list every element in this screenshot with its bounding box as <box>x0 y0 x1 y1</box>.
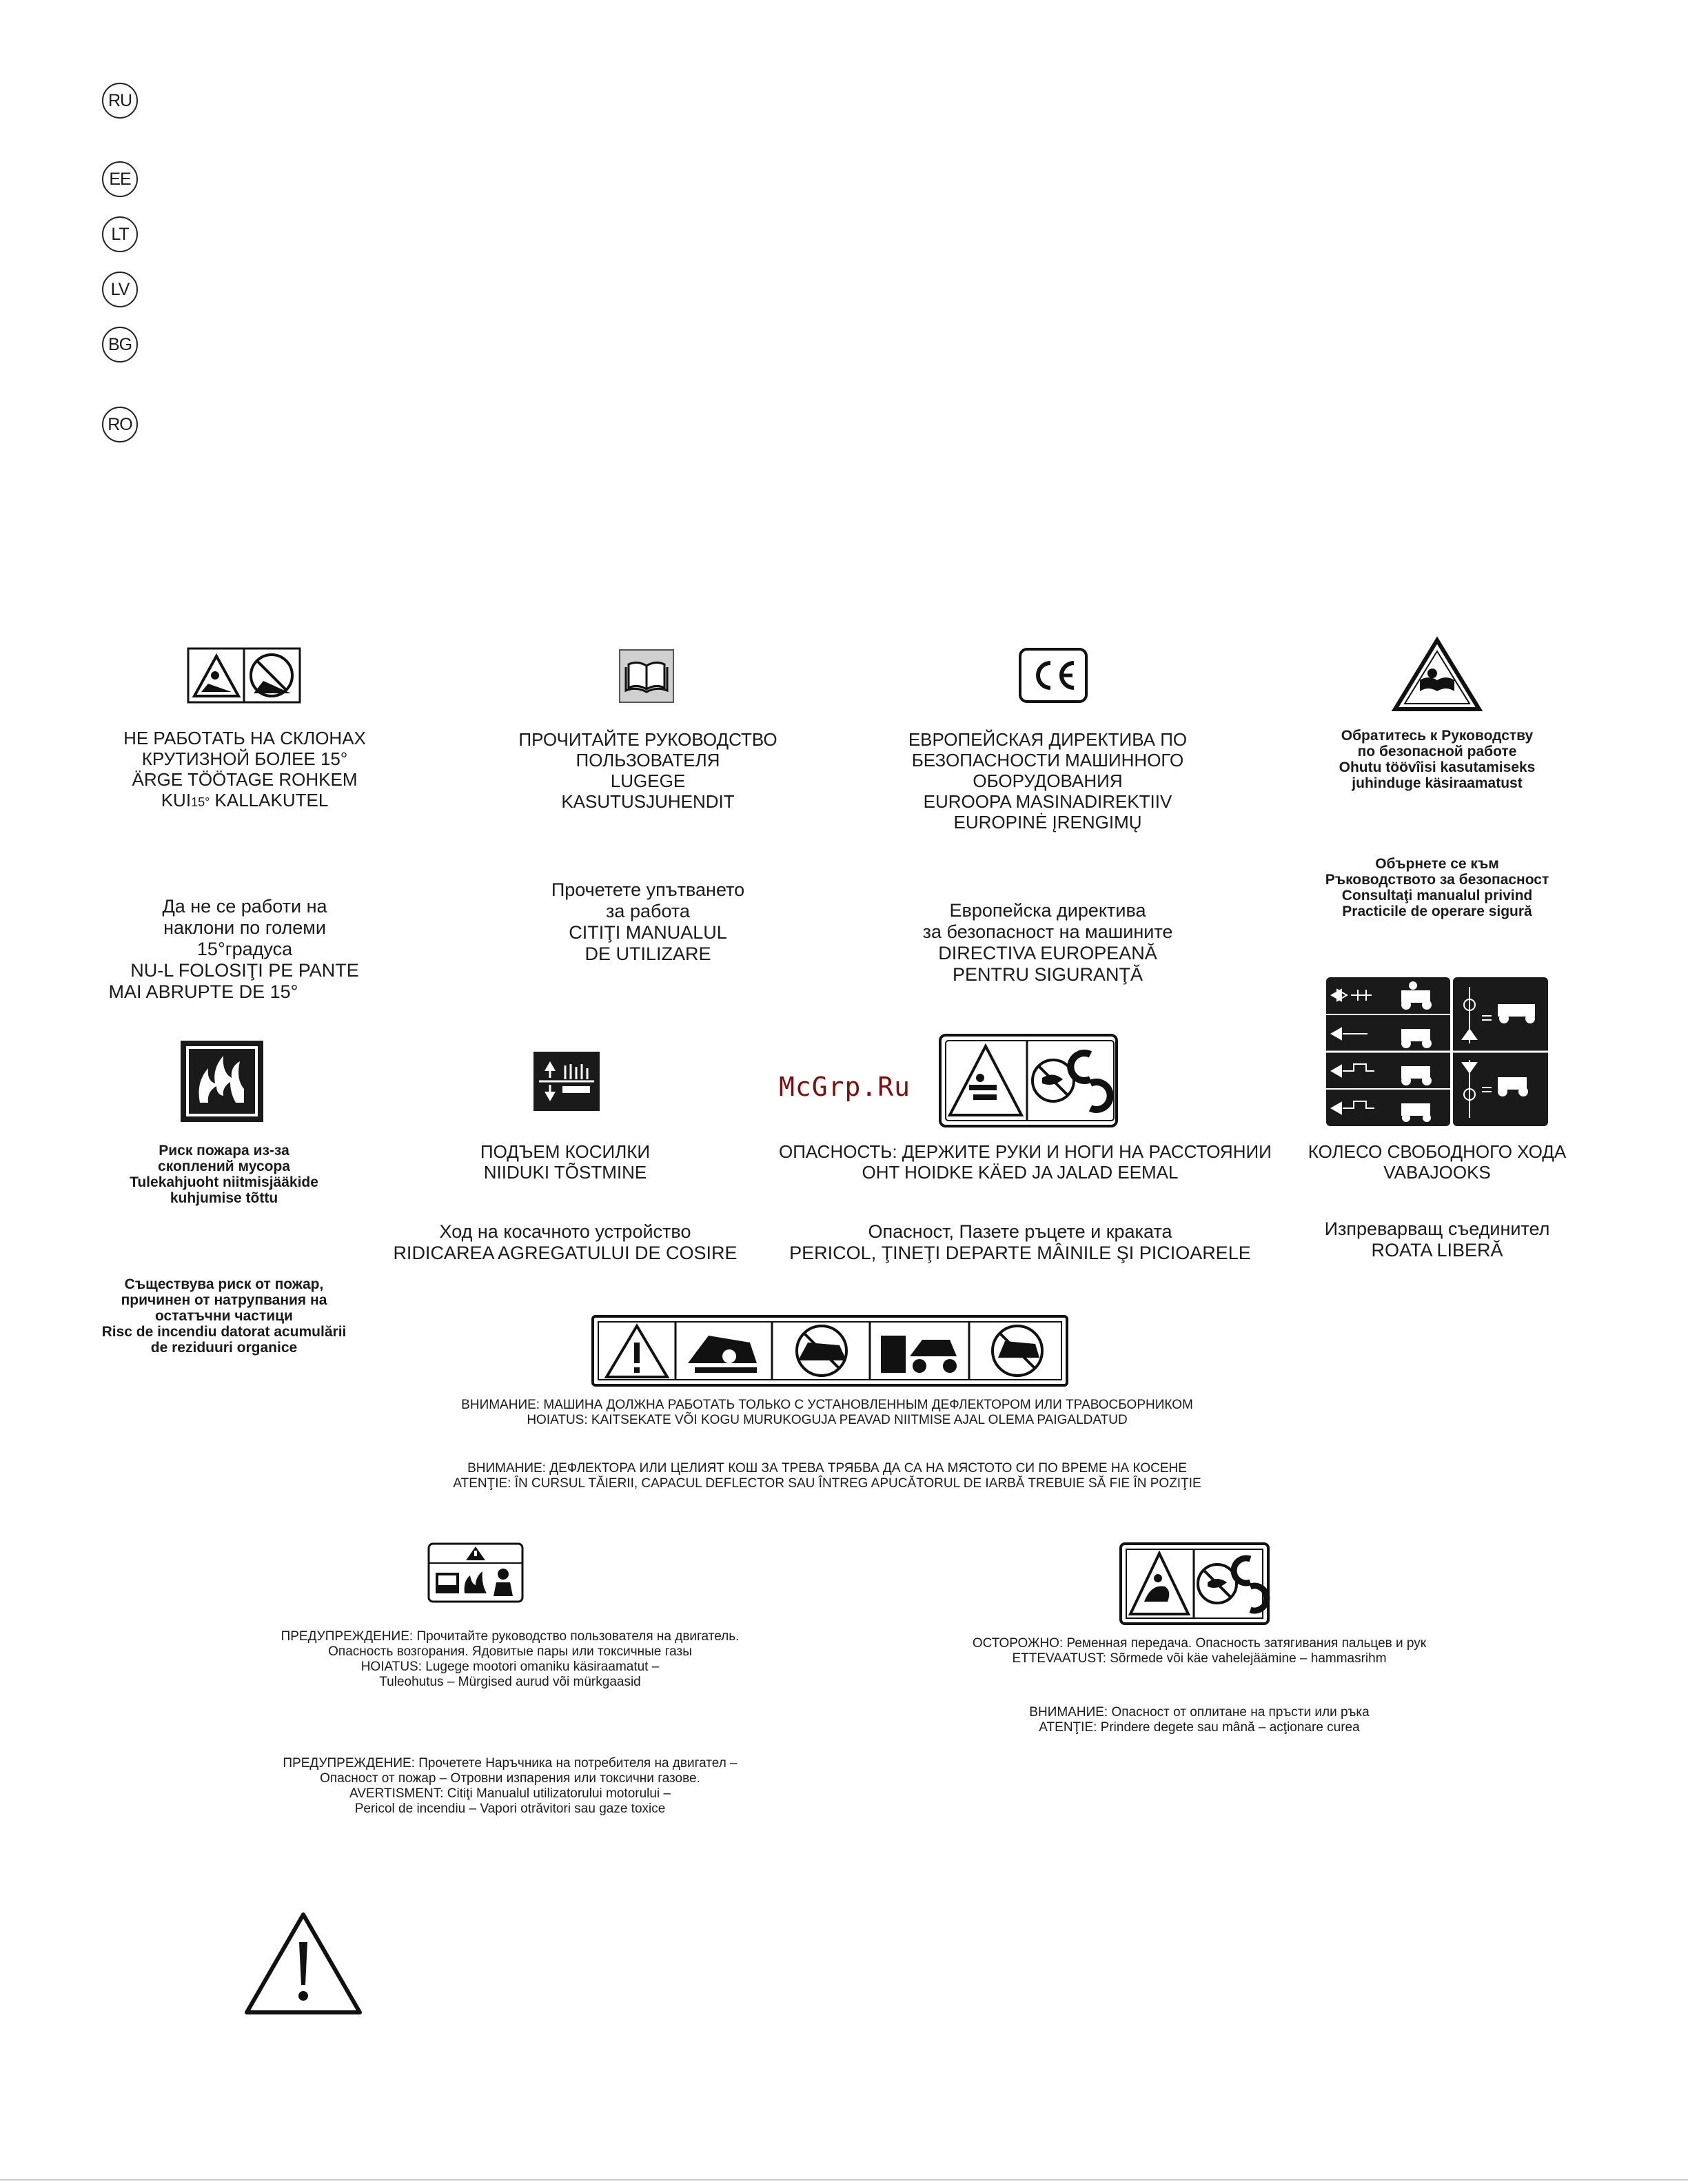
watermark-text: McGrp.Ru <box>779 1072 911 1102</box>
deflector-warning-strip-icon <box>591 1315 1068 1387</box>
engine-label-ru-ee: ПРЕДУПРЕЖДЕНИЕ: Прочитайте руководство пользователя на двигатель. Опасность возгорания. Ядовитые пары или токсичные газы HOIATUS: Lugege mootori omaniku käsiraamatut – Tuleohutus – Mürgised aurud või mürkgaasid <box>281 1629 740 1689</box>
lift-label-bg-ro: Ход на косачното устройство RIDICAREA AGREGATULUI DE COSIRE <box>393 1221 738 1263</box>
ce-label-ru-ee-lt: ЕВРОПЕЙСКАЯ ДИРЕКТИВА ПО БЕЗОПАСНОСТИ МАШИННОГО ОБОРУДОВАНИЯ EUROOPA MASINADIREKTIIV EUROPINĖ ĮRENGIMŲ <box>908 729 1188 833</box>
manual-label-bg-ro: Прочетете упътването за работа CITIŢI MANUALUL DE UTILIZARE <box>551 879 745 964</box>
fire-label-bg-ro: Съществува риск от пожар, причинен от натрупвания на остатъчни частици Risc de incendiu datorat acumulării de reziduuri organice <box>101 1276 347 1356</box>
lang-marker-bg: BG <box>102 327 138 363</box>
freewheel-label-bg-ro: Изпреварващ съединител ROATA LIBERĂ <box>1324 1218 1550 1261</box>
hands-feet-danger-icon <box>939 1034 1118 1127</box>
safety-manual-label-ru-ee: Обратитесь к Руководству по безопасной работе Ohutu töövîisi kasutamiseks juhinduge käsiraamatust <box>1339 728 1536 791</box>
lang-marker-ee: EE <box>102 161 138 197</box>
deflector-label-bg-ro: ВНИМАНИЕ: ДЕФЛЕКТОРА ИЛИ ЦЕЛИЯТ КОШ ЗА ТРЕВА ТРЯБВА ДА СА НА МЯСТОТО СИ ПО ВРЕМЕ НА КОСЕНЕ ATENŢIE: ÎN CURSUL TĂIERII, CAPACUL DEFLECTOR SAU ÎNTREG APUCĂTORUL DE IARBĂ TREBUIE SĂ FIE ÎN POZIŢIE <box>453 1461 1201 1491</box>
deflector-label-ru-ee: ВНИМАНИЕ: МАШИНА ДОЛЖНА РАБОТАТЬ ТОЛЬКО С УСТАНОВЛЕННЫМ ДЕФЛЕКТОРОМ ИЛИ ТРАВОСБОРНИКОМ HOIATUS: KAITSEKATE VÕI KOGU MURUKOGUJA PEAVAD NIITMISE AJAL OLEMA PAIGALDATUD <box>461 1398 1193 1427</box>
danger-label-ru-ee: ОПАСНОСТЬ: ДЕРЖИТЕ РУКИ И НОГИ НА РАССТОЯНИИ OHT HOIDKE KÄED JA JALAD EEMAL <box>779 1141 1272 1183</box>
safety-manual-triangle-icon <box>1392 637 1482 712</box>
manual-book-icon <box>619 649 674 703</box>
ce-mark-icon <box>1019 648 1088 703</box>
lift-label-ru-ee: ПОДЪЕМ КОСИЛКИ NIIDUKI TÕSTMINE <box>480 1141 651 1183</box>
freewheel-diagram-icon <box>1326 977 1548 1126</box>
bottom-rule <box>0 2179 1688 2181</box>
mower-lift-icon <box>533 1052 600 1111</box>
danger-label-bg-ro: Опасност, Пазете ръцете и краката PERICOL, ŢINEŢI DEPARTE MÂINILE ŞI PICIOARELE <box>789 1221 1251 1263</box>
engine-warning-icon <box>427 1542 524 1603</box>
slope-label-ru-ee: НЕ РАБОТАТЬ НА СКЛОНАХ КРУТИЗНОЙ БОЛЕЕ 15° ÄRGE TÖÖTAGE ROHKEM KUI15° KALLAKUTEL <box>123 728 366 810</box>
lang-marker-lt: LT <box>102 216 138 252</box>
ce-label-bg-ro: Европейска директива за безопасност на машините DIRECTIVA EUROPEANĂ PENTRU SIGURANŢĂ <box>922 900 1173 985</box>
belt-label-ru-ee: ОСТОРОЖНО: Ременная передача. Опасность затягивания пальцев и рук ETTEVAATUST: Sõrmede või käe vahelejäämine – hammasrihm <box>972 1636 1427 1666</box>
large-warning-triangle-icon <box>243 1910 364 2017</box>
manual-label-ru-ee: ПРОЧИТАЙТЕ РУКОВОДСТВО ПОЛЬЗОВАТЕЛЯ LUGEGE KASUTUSJUHENDIT <box>518 729 777 812</box>
engine-label-bg-ro: ПРЕДУПРЕЖДЕНИЕ: Прочетете Наръчника на потребителя на двигател – Опасност от пожар – Отровни изпарения или токсични газове. AVERTISMENT: Citiţi Manualul utilizatorului motorului – Pericol de incendiu – Vapori otrăvitori sau gaze toxice <box>283 1756 738 1816</box>
freewheel-label-ru-ee: КОЛЕСО СВОБОДНОГО ХОДА VABAJOOKS <box>1308 1141 1567 1183</box>
lang-marker-ru: RU <box>102 83 138 119</box>
slope-label-bg-ro: Да не се работи на наклони по големи 15°градуса NU-L FOLOSIŢI PE PANTE MAI ABRUPTE DE 15° <box>108 896 359 1002</box>
belt-entanglement-icon <box>1119 1542 1270 1625</box>
lang-marker-lv: LV <box>102 272 138 307</box>
lang-marker-ro: RO <box>102 407 138 442</box>
fire-hazard-icon <box>181 1041 263 1122</box>
slope-warning-icon <box>187 648 301 703</box>
safety-manual-label-bg-ro: Обърнете се към Ръководството за безопасност Consultaţi manualul privind Practicile de operare sigură <box>1325 856 1549 919</box>
belt-label-bg-ro: ВНИМАНИЕ: Опасност от оплитане на пръсти или ръка ATENŢIE: Prindere degete sau mână – acţionare curea <box>1029 1705 1370 1735</box>
fire-label-ru-ee: Риск пожара из-за скоплений мусора Tulekahjuoht niitmisjääkide kuhjumise tõttu <box>130 1143 318 1206</box>
